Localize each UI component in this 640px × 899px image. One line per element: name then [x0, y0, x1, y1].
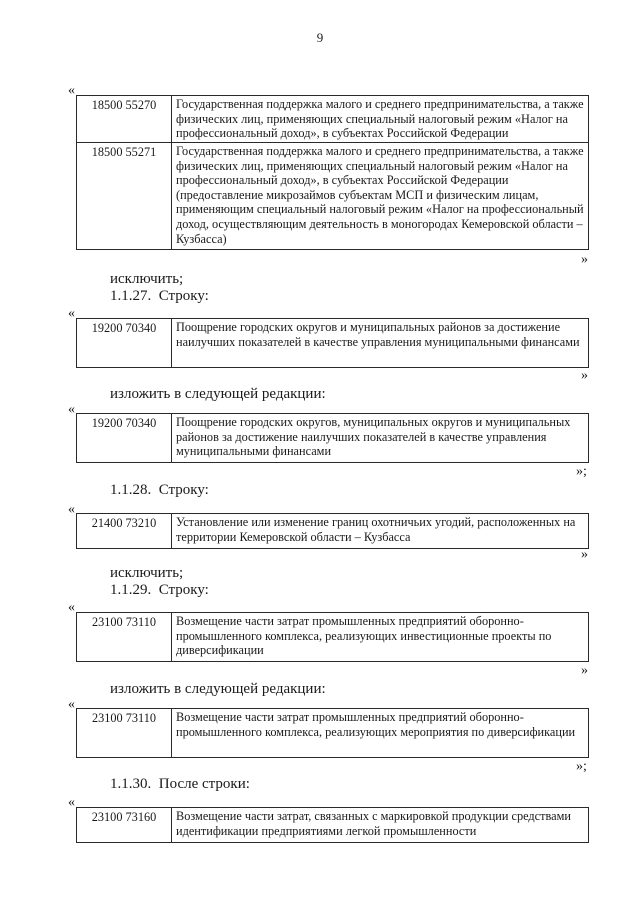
close-quote: »	[581, 663, 588, 678]
paragraph-1-1-30	[110, 775, 250, 793]
instruction-edit: изложить в следующей редакции:	[110, 681, 326, 697]
table-row	[77, 319, 589, 368]
description-cell: Поощрение городских округов и муниципальных районов за достижение наилучших показателей в качестве управления муниципальными финансами	[172, 319, 589, 368]
table-row	[77, 808, 589, 843]
instruction-edit: изложить в следующей редакции:	[110, 386, 326, 402]
paragraph-1-1-28	[110, 481, 209, 499]
table-row	[77, 96, 589, 143]
paragraph-1-1-27	[110, 287, 209, 305]
paragraph-text: Строку:	[158, 482, 209, 498]
table-row	[77, 613, 589, 662]
budget-table-2	[76, 318, 589, 368]
paragraph-1-1-29	[110, 581, 209, 599]
open-quote: «	[68, 402, 75, 417]
description-cell: Государственная поддержка малого и среднего предпринимательства, а также физических лиц, применяющих специальный налоговый режим «Налог на профессиональный доход», в субъектах Российской Федерации (предоставление микрозаймов субъектам МСП и физическим лицам, применяющим специальный налоговый режим «Налог на профессиональный доход, осуществляющим деятельность в моногородах Кемеровской области – Кузбасса)	[172, 143, 589, 250]
description-cell: Возмещение части затрат промышленных предприятий оборонно-промышленного комплекса, реализующих инвестиционные проекты по диверсификации	[172, 613, 589, 662]
description-cell: Возмещение части затрат, связанных с маркировкой продукции средствами идентификации предприятиями легкой промышленности	[172, 808, 589, 843]
budget-table-5	[76, 612, 589, 662]
code-cell: 18500 55270	[77, 96, 172, 143]
description-cell: Государственная поддержка малого и среднего предпринимательства, а также физических лиц, применяющих специальный налоговый режим «Налог на профессиональный доход», в субъектах Российской Федерации	[172, 96, 589, 143]
paragraph-number: 1.1.30.	[110, 776, 152, 792]
open-quote: «	[68, 83, 75, 98]
open-quote: «	[68, 306, 75, 321]
description-cell: Возмещение части затрат промышленных предприятий оборонно-промышленного комплекса, реализующих мероприятия по диверсификации	[172, 709, 589, 758]
table-row	[77, 414, 589, 463]
code-cell: 21400 73210	[77, 514, 172, 549]
paragraph-number: 1.1.29.	[110, 582, 152, 598]
budget-table-6	[76, 708, 589, 758]
table-row	[77, 143, 589, 250]
code-cell: 18500 55271	[77, 143, 172, 250]
code-cell: 23100 73110	[77, 613, 172, 662]
code-cell: 19200 70340	[77, 319, 172, 368]
paragraph-number: 1.1.27.	[110, 288, 152, 304]
close-quote: »	[581, 368, 588, 383]
paragraph-text: Строку:	[158, 582, 209, 598]
open-quote: «	[68, 600, 75, 615]
code-cell: 23100 73110	[77, 709, 172, 758]
budget-table-7	[76, 807, 589, 843]
budget-table-4	[76, 513, 589, 549]
code-cell: 23100 73160	[77, 808, 172, 843]
budget-table-1	[76, 95, 589, 250]
table-row	[77, 709, 589, 758]
description-cell: Установление или изменение границ охотничьих угодий, расположенных на территории Кемеровской области – Кузбасса	[172, 514, 589, 549]
close-quote: »	[581, 252, 588, 267]
open-quote: «	[68, 697, 75, 712]
instruction-exclude: исключить;	[110, 271, 184, 287]
table-row	[77, 514, 589, 549]
paragraph-text: После строки:	[158, 776, 250, 792]
paragraph-text: Строку:	[158, 288, 209, 304]
description-cell: Поощрение городских округов, муниципальных округов и муниципальных районов за достижение наилучших показателей в качестве управления муниципальными финансами	[172, 414, 589, 463]
page-number: 9	[316, 30, 324, 45]
open-quote: «	[68, 795, 75, 810]
paragraph-number: 1.1.28.	[110, 482, 152, 498]
close-quote-semicolon: »;	[576, 464, 587, 479]
instruction-exclude: исключить;	[110, 565, 184, 581]
code-cell: 19200 70340	[77, 414, 172, 463]
close-quote-semicolon: »;	[576, 759, 587, 774]
close-quote: »	[581, 547, 588, 562]
budget-table-3	[76, 413, 589, 463]
open-quote: «	[68, 502, 75, 517]
